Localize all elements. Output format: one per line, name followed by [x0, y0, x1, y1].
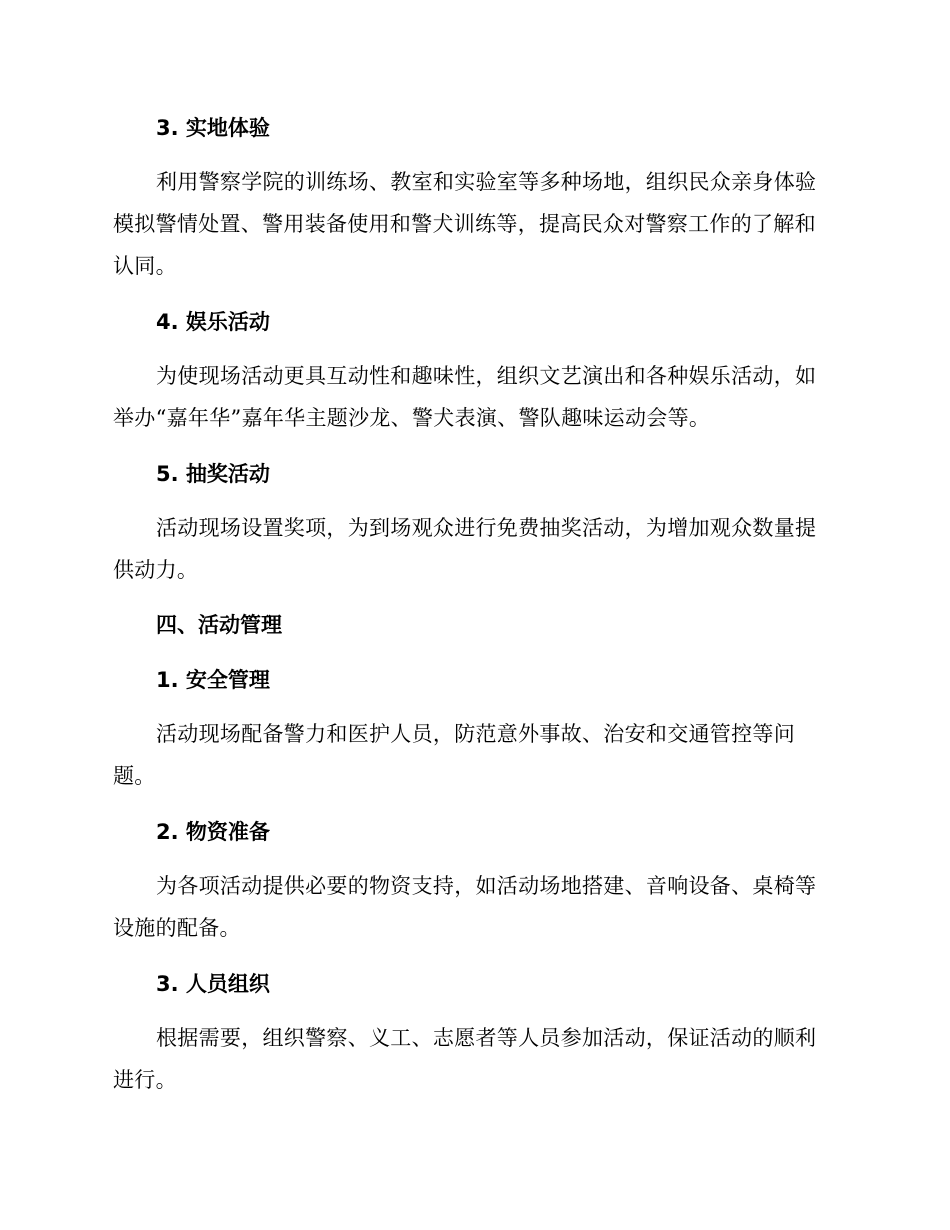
- section-heading-lottery: 5. 抽奖活动: [156, 462, 270, 486]
- section-heading-staffing: 3. 人员组织: [156, 972, 270, 996]
- section-heading-entertainment: 4. 娱乐活动: [156, 310, 270, 334]
- section-heading-safety: 1. 安全管理: [156, 668, 270, 692]
- paragraph-field-experience: 利用警察学院的训练场、教室和实验室等多种场地，组织民众亲身体验模拟警情处置、警用装备使用和警犬训练等，提高民众对警察工作的了解和认同。: [113, 170, 817, 278]
- paragraph-materials: 为各项活动提供必要的物资支持，如活动场地搭建、音响设备、桌椅等设施的配备。: [113, 874, 817, 940]
- section-heading-field-experience: 3. 实地体验: [156, 116, 270, 140]
- paragraph-entertainment: 为使现场活动更具互动性和趣味性，组织文艺演出和各种娱乐活动，如举办“嘉年华”嘉年华主题沙龙、警犬表演、警队趣味运动会等。: [113, 364, 817, 430]
- paragraph-safety: 活动现场配备警力和医护人员，防范意外事故、治安和交通管控等问题。: [113, 722, 795, 788]
- paragraph-lottery: 活动现场设置奖项，为到场观众进行免费抽奖活动，为增加观众数量提供动力。: [113, 516, 817, 582]
- paragraph-staffing: 根据需要，组织警察、义工、志愿者等人员参加活动，保证活动的顺利进行。: [113, 1026, 817, 1092]
- section-heading-materials: 2. 物资准备: [156, 820, 270, 844]
- chapter-heading-management: 四、活动管理: [156, 613, 282, 637]
